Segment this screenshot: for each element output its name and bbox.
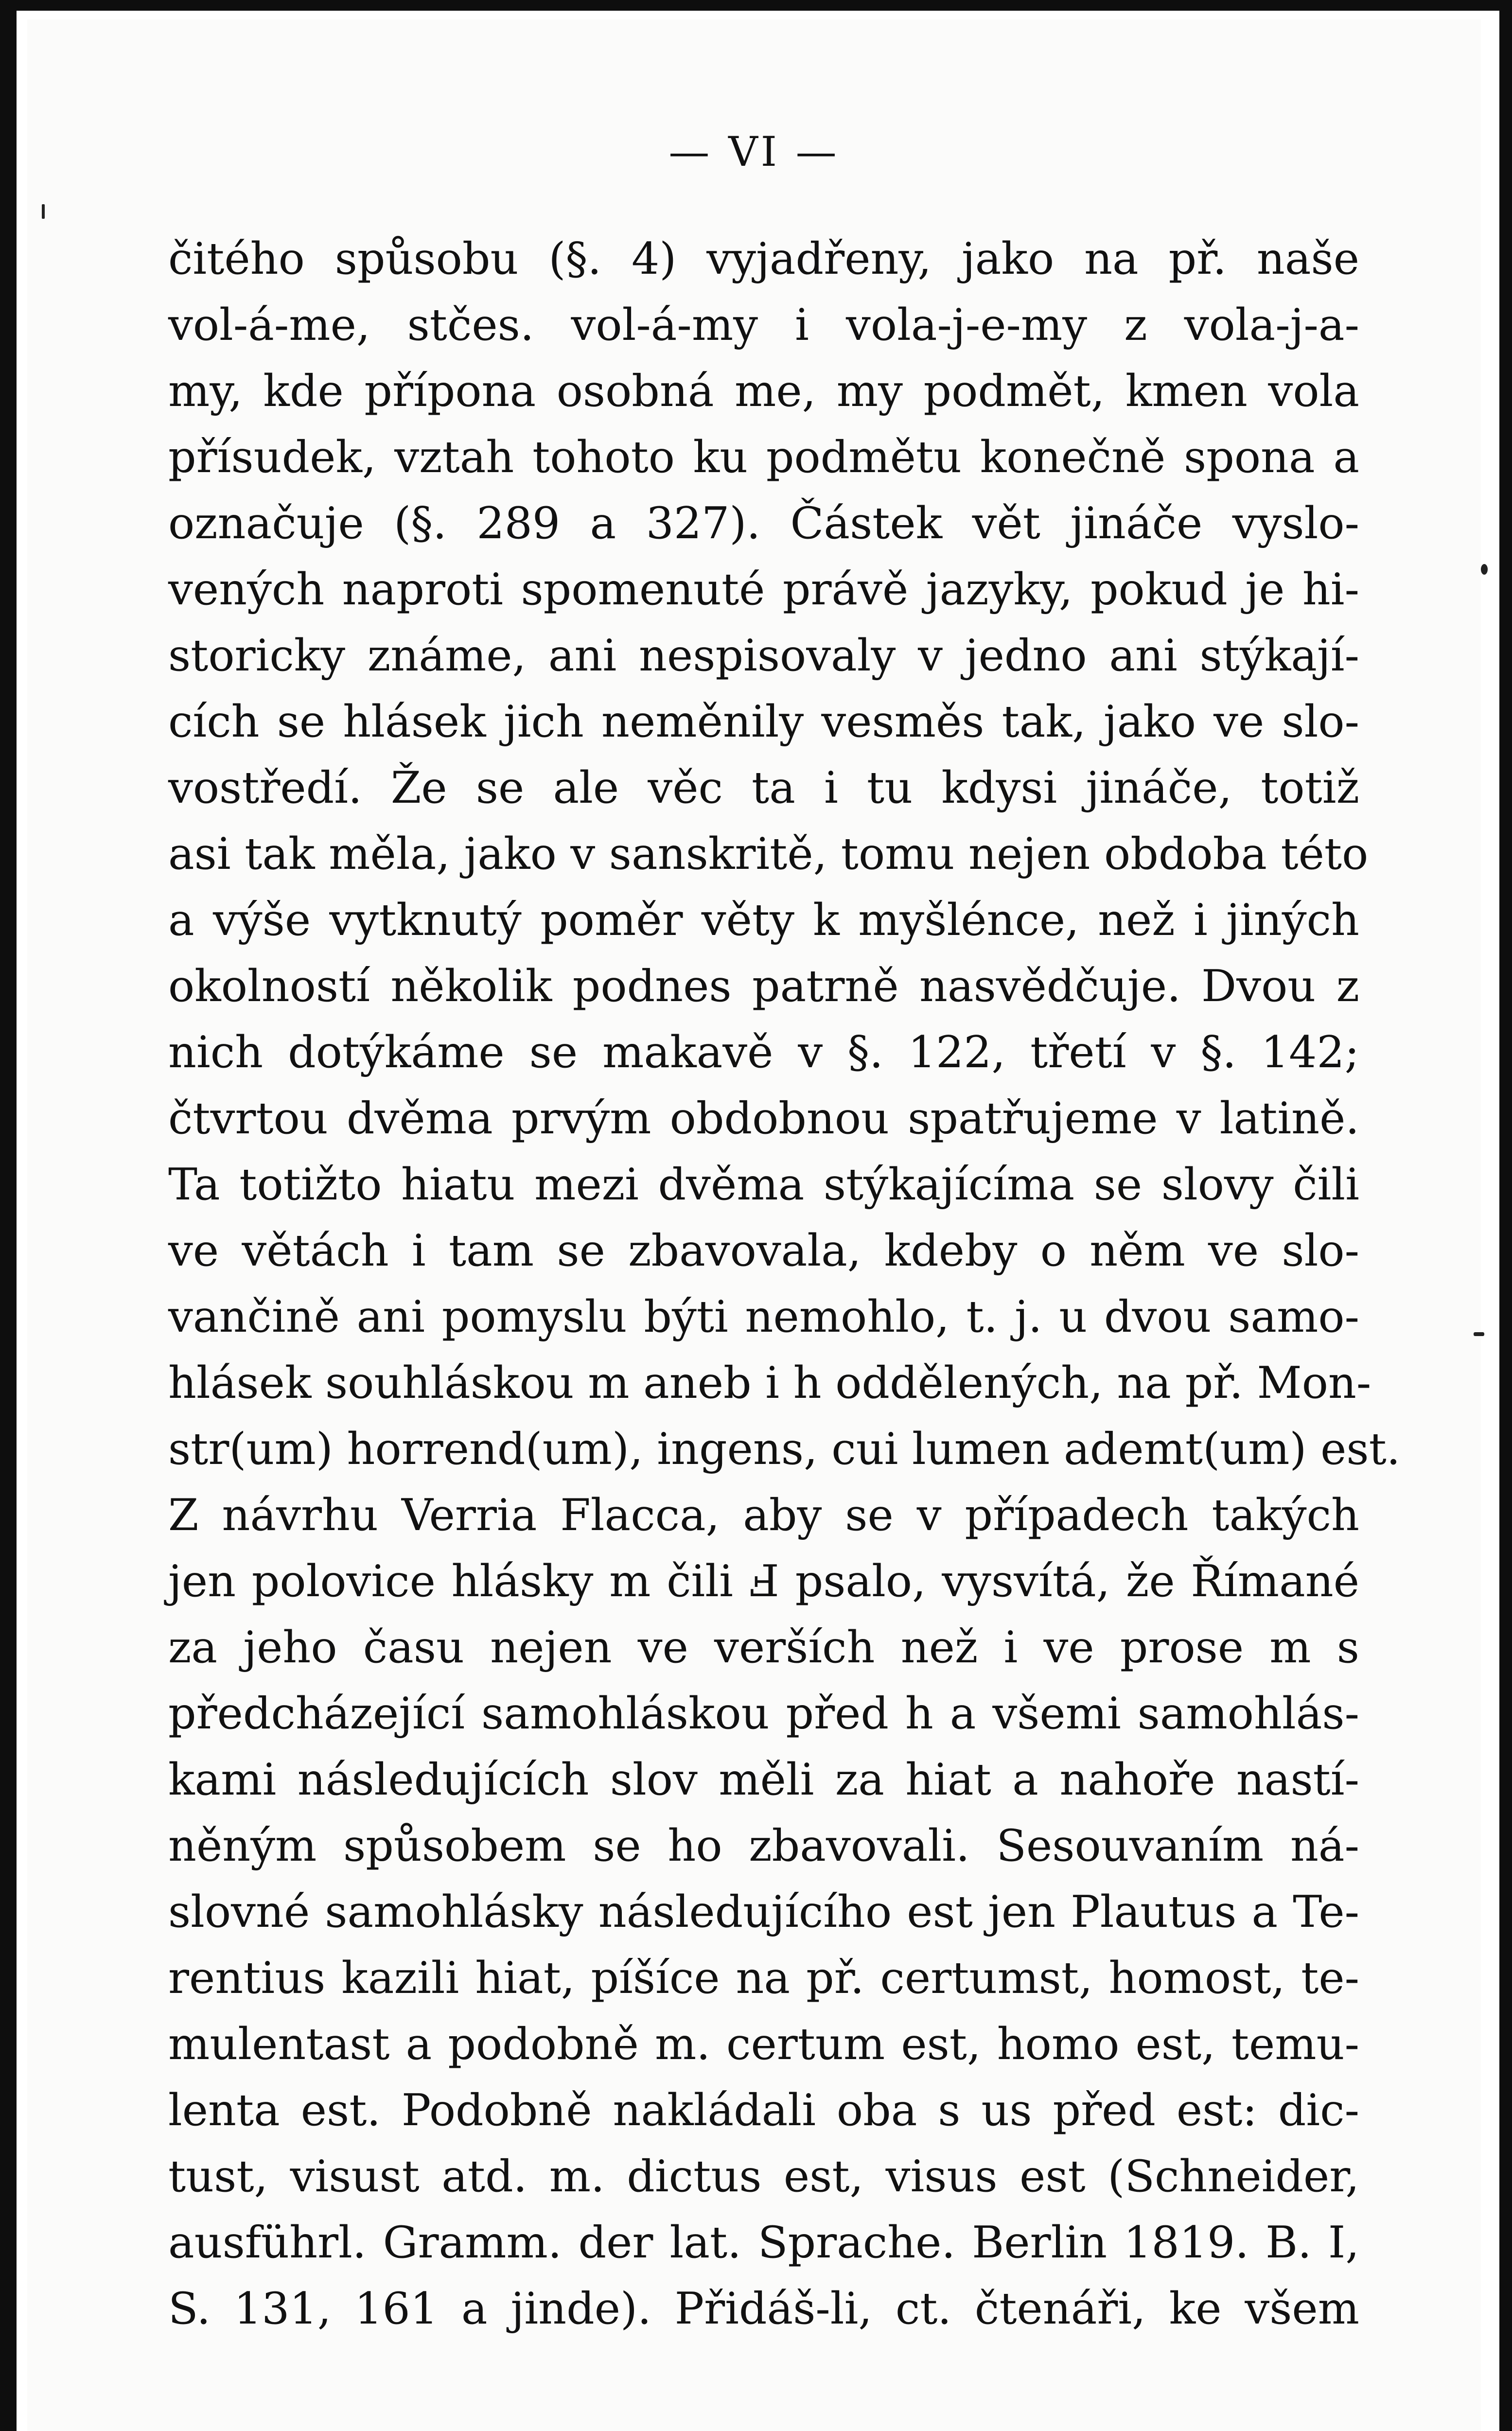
- body-text: [168, 226, 1401, 2342]
- text-line: mulentast a podobně m. certum est, homo est, temu-: [168, 2019, 1359, 2070]
- text-line: S. 131, 161 a jinde). Přidáš-li, ct. čtenáři, ke všem: [168, 2283, 1359, 2334]
- text-line: Ta totižto hiatu mezi dvěma stýkajícíma se slovy čili: [168, 1159, 1359, 1210]
- text-line: ve větách i tam se zbavovala, kdeby o něm ve slo-: [168, 1225, 1359, 1276]
- text-line: vančině ani pomyslu býti nemohlo, t. j. u dvou samo-: [168, 1291, 1359, 1342]
- text-line: okolností několik podnes patrně nasvědčuje. Dvou z: [168, 961, 1359, 1012]
- text-line: storicky známe, ani nespisovaly v jedno ani stýkají-: [168, 630, 1359, 681]
- text-line: rentius kazili hiat, píšíce na př. certumst, homost, te-: [168, 1953, 1359, 2004]
- text-line: my, kde přípona osobná me, my podmět, kmen vola: [168, 366, 1359, 417]
- text-line: slovné samohlásky následujícího est jen Plautus a Te-: [168, 1886, 1359, 1938]
- text-line: vených naproti spomenuté právě jazyky, pokud je hi-: [168, 564, 1359, 615]
- text-line: asi tak měla, jako v sanskritě, tomu nejen obdoba této: [168, 828, 1369, 880]
- text-line: čitého spůsobu (§. 4) vyjadřeny, jako na př. naše: [168, 233, 1359, 284]
- scan-speck: [1474, 1332, 1484, 1336]
- text-line: vostředí. Že se ale věc ta i tu kdysi jináče, totiž: [168, 762, 1359, 813]
- text-line: lenta est. Podobně nakládali oba s us před est: dic-: [168, 2085, 1359, 2136]
- text-line: cích se hlásek jich neměnily vesměs tak, jako ve slo-: [168, 696, 1359, 747]
- page-number: — VI —: [668, 128, 840, 176]
- text-line: označuje (§. 289 a 327). Částek vět jináče vyslo-: [168, 498, 1359, 549]
- text-line: hlásek souhláskou m aneb i h oddělených, na př. Mon-: [168, 1357, 1371, 1409]
- book-page: [27, 19, 1481, 2431]
- scan-speck: [42, 204, 45, 219]
- text-line: tust, visust atd. m. dictus est, visus est (Schneider,: [168, 2151, 1359, 2202]
- text-line: str(um) horrend(um), ingens, cui lumen ademt(um) est.: [168, 1424, 1401, 1475]
- text-line: a výše vytknutý poměr věty k myšlénce, než i jiných: [168, 895, 1359, 946]
- text-line: nich dotýkáme se makavě v §. 122, třetí v §. 142;: [168, 1027, 1359, 1078]
- text-line: něným spůsobem se ho zbavovali. Sesouvaním ná-: [168, 1820, 1359, 1871]
- scan-speck: [1481, 564, 1488, 575]
- text-line: ausführl. Gramm. der lat. Sprache. Berlin 1819. B. I,: [168, 2217, 1359, 2268]
- text-line: Z návrhu Verria Flacca, aby se v případech takých: [168, 1490, 1359, 1541]
- text-line: za jeho času nejen ve verších než i ve prose m s: [168, 1622, 1359, 1673]
- text-line: kami následujících slov měli za hiat a nahoře nastí-: [168, 1754, 1359, 1805]
- text-line: přísudek, vztah tohoto ku podmětu konečně spona a: [168, 432, 1359, 483]
- text-line: vol-á-me, stčes. vol-á-my i vola-j-e-my z vola-j-a-: [168, 299, 1359, 351]
- text-line: čtvrtou dvěma prvým obdobnou spatřujeme v latině.: [168, 1093, 1359, 1144]
- text-line: jen polovice hlásky m čili Ⅎ psalo, vysvítá, že Římané: [168, 1556, 1359, 1607]
- text-line: předcházející samohláskou před h a všemi samohlás-: [168, 1688, 1359, 1739]
